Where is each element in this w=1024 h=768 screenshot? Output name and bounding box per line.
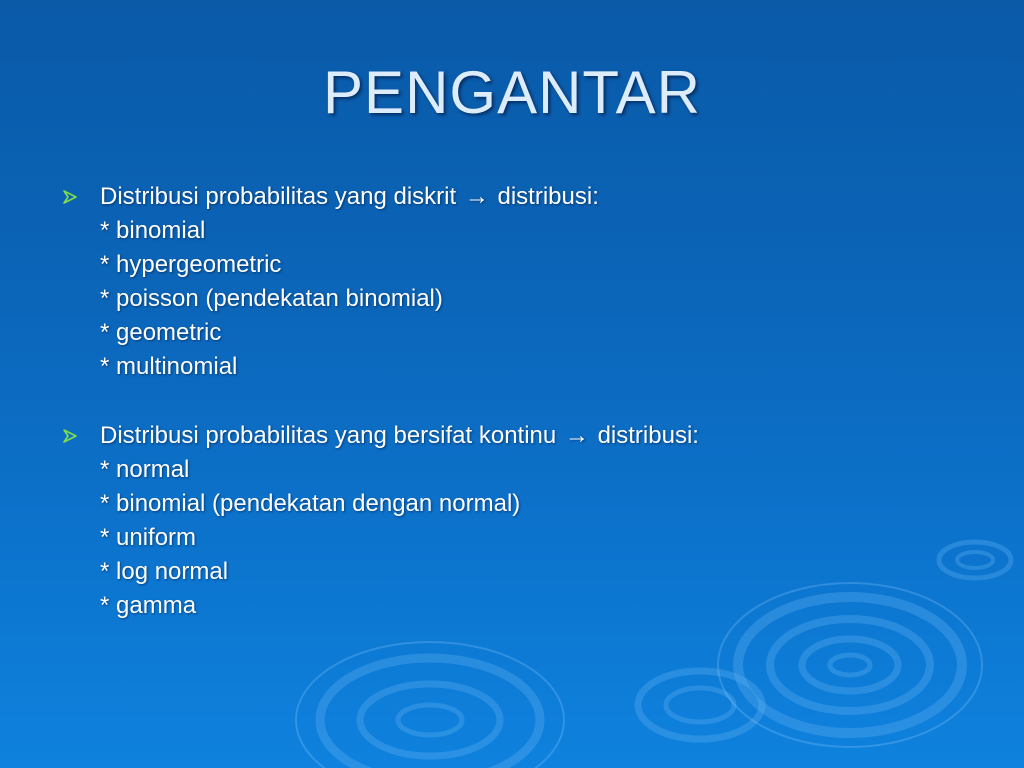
bullet-heading-continuous — [62, 419, 962, 453]
bullet-continuous-distributions — [62, 419, 962, 623]
arrowhead-bullet-icon — [62, 189, 78, 205]
list-item: * geometric — [100, 319, 222, 346]
bullet-text-after: distribusi: — [597, 422, 699, 449]
list-item: * binomial (pendekatan dengan normal) — [100, 490, 521, 517]
list-item: * log normal — [100, 558, 229, 585]
list-item: * uniform — [100, 524, 197, 551]
bullet-discrete-distributions — [62, 180, 962, 384]
list-item: * poisson (pendekatan binomial) — [100, 285, 443, 312]
bullet-text-after: distribusi: — [497, 183, 599, 210]
bullet-text-before: Distribusi probabilitas yang diskrit — [100, 183, 457, 210]
bullet-heading-discrete — [62, 180, 962, 214]
list-item: * hypergeometric — [100, 251, 282, 278]
right-arrow-icon: → — [464, 183, 489, 210]
right-arrow-icon: → — [564, 422, 589, 449]
arrowhead-bullet-icon — [62, 428, 78, 444]
list-item: * multinomial — [100, 353, 238, 380]
list-item: * binomial — [100, 217, 206, 244]
slide-title: PENGANTAR — [323, 59, 701, 126]
list-item: * normal — [100, 456, 190, 483]
bullet-text-before: Distribusi probabilitas yang bersifat kontinu — [100, 422, 557, 449]
list-item: * gamma — [100, 592, 197, 619]
